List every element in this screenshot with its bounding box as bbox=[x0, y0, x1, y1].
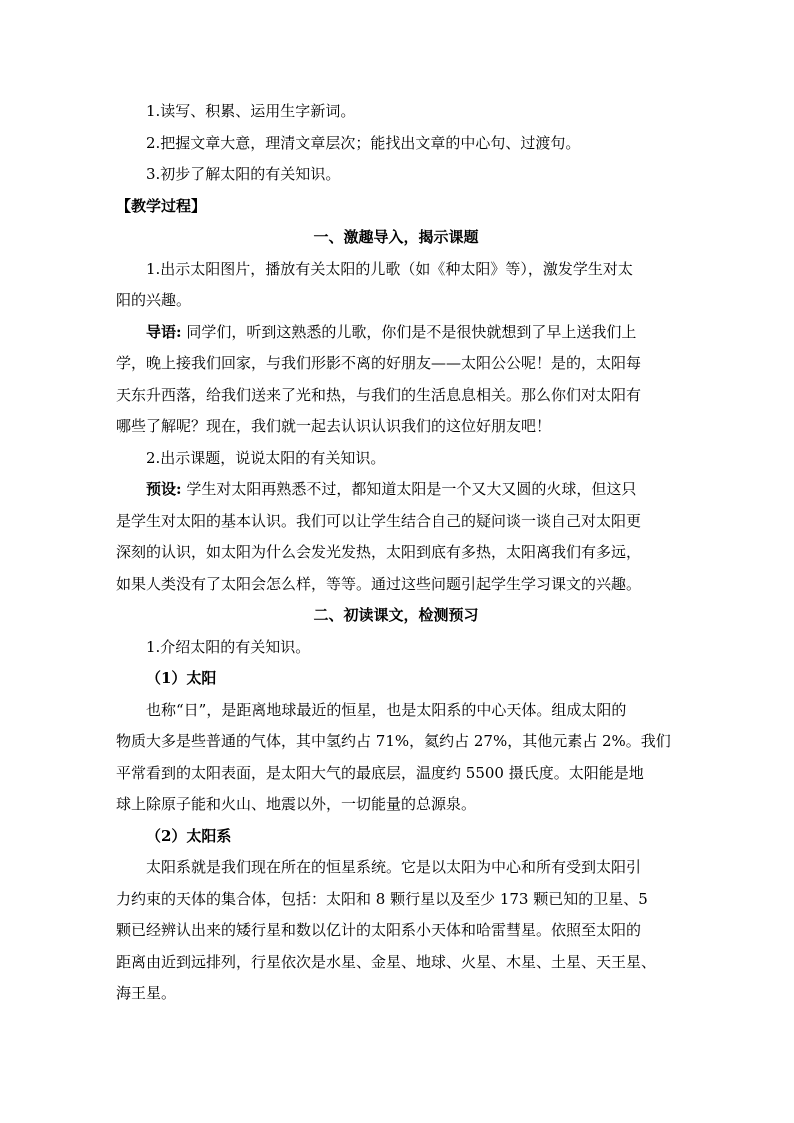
guide-paragraph-line1 bbox=[116, 317, 676, 349]
sun-text-line4: 球上除原子能和火山、地震以外，一切能量的总源泉。 bbox=[116, 795, 477, 813]
part2-title: 二、初读课文，检测预习 bbox=[313, 606, 479, 624]
process-heading: 【教学过程】 bbox=[116, 196, 207, 215]
sun-text-line2: 物质大多是些普通的气体，其中氢约占 71%，氦约占 27%，其他元素占 2%。我们 bbox=[116, 732, 671, 750]
solar-system-heading: （2）太阳系 bbox=[146, 826, 232, 845]
preset-paragraph-line1 bbox=[116, 474, 676, 506]
part1-title: 一、激趣导入，揭示课题 bbox=[313, 228, 479, 246]
guide-label: 导语: bbox=[146, 322, 182, 341]
preset-text-line1: 学生对太阳再熟悉不过，都知道太阳是一个又大又圆的火球，但这只 bbox=[181, 480, 637, 498]
part2-item1: 1.介绍太阳的有关知识。 bbox=[146, 637, 311, 656]
preset-text-line3: 深刻的认识，如太阳为什么会发光发热，太阳到底有多热，太阳离我们有多远， bbox=[116, 543, 642, 561]
solar-system-text-line4: 距离由近到远排列，行星依次是水星、金星、地球、火星、木星、土星、天王星、 bbox=[116, 952, 657, 971]
guide-text-line4: 哪些了解呢？现在，我们就一起去认识认识我们的这位好朋友吧！ bbox=[116, 417, 552, 435]
preset-text-line4: 如果人类没有了太阳会怎么样，等等。通过这些问题引起学生学习课文的兴趣。 bbox=[116, 574, 642, 593]
document-page bbox=[116, 96, 676, 1010]
part1-item2: 2.出示课题，说说太阳的有关知识。 bbox=[146, 448, 386, 467]
guide-text-line1: 同学们，听到这熟悉的儿歌，你们是不是很快就想到了早上送我们上 bbox=[181, 322, 637, 341]
objective-1: 1.读写、积累、运用生字新词。 bbox=[146, 102, 356, 120]
part1-item1-line2: 阳的兴趣。 bbox=[116, 291, 192, 309]
part1-item1-line1: 1.出示太阳图片，播放有关太阳的儿歌（如《种太阳》等），激发学生对太 bbox=[146, 259, 633, 278]
objective-2: 2.把握文章大意，理清文章层次；能找出文章的中心句、过渡句。 bbox=[146, 133, 581, 152]
preset-label: 预设: bbox=[146, 480, 182, 498]
preset-text-line2: 是学生对太阳的基本认识。我们可以让学生结合自己的疑问谈一谈自己对太阳更 bbox=[116, 511, 642, 530]
solar-system-text-line1: 太阳系就是我们现在所在的恒星系统。它是以太阳为中心和所有受到太阳引 bbox=[146, 858, 642, 876]
sun-text-line3: 平常看到的太阳表面，是太阳大气的最底层，温度约 5500 摄氏度。太阳能是地 bbox=[116, 763, 644, 782]
guide-text-line2: 学，晚上接我们回家，与我们形影不离的好朋友——太阳公公呢！是的，太阳每 bbox=[116, 354, 642, 372]
guide-text-line3: 天东升西落，给我们送来了光和热，与我们的生活息息相关。那么你们对太阳有 bbox=[116, 385, 642, 404]
sun-text-line1: 也称“日”，是距离地球最近的恒星，也是太阳系的中心天体。组成太阳的 bbox=[146, 700, 627, 719]
solar-system-text-line2: 力约束的天体的集合体，包括：太阳和 8 颗行星以及至少 173 颗已知的卫星、5 bbox=[116, 889, 648, 908]
solar-system-text-line3: 颗已经辨认出来的矮行星和数以亿计的太阳系小天体和哈雷彗星。依照至太阳的 bbox=[116, 921, 642, 939]
sun-heading: （1）太阳 bbox=[146, 669, 217, 687]
objective-3: 3.初步了解太阳的有关知识。 bbox=[146, 165, 341, 183]
solar-system-text-line5: 海王星。 bbox=[116, 984, 177, 1002]
